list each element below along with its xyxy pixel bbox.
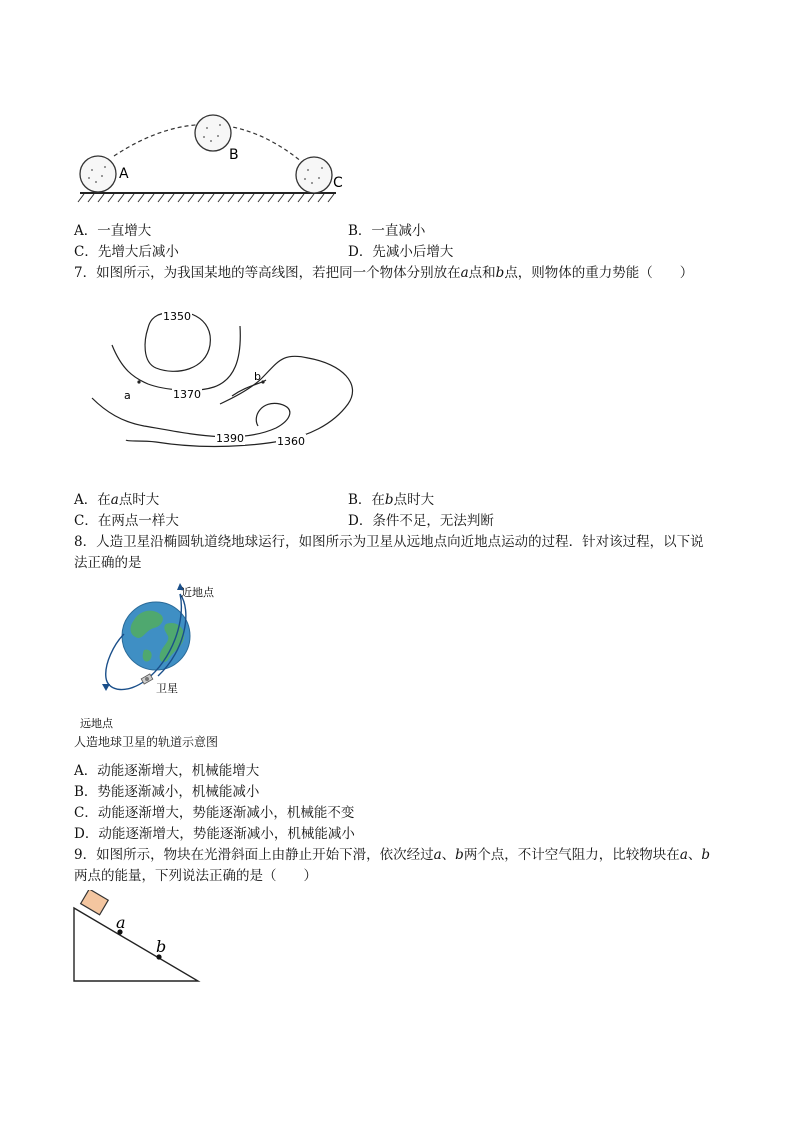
perigee-label: 近地点 [181, 586, 214, 599]
q6-option-a[interactable]: A．一直增大 [74, 223, 152, 239]
q8-option-d[interactable]: D．动能逐渐增大，势能逐渐减小，机械能减小 [74, 826, 355, 842]
q8-stem-line2: 法正确的是 [74, 555, 142, 571]
q9-stem-line1: 9．如图所示，物块在光滑斜面上由静止开始下滑，依次经过a、b两个点，不计空气阻力，比较物块在a、b [74, 847, 711, 863]
point-a-label: a [116, 913, 126, 932]
label-1360: 1360 [277, 435, 305, 448]
label-a: A [119, 166, 129, 182]
satellite-icon [141, 674, 153, 684]
contour-1370 [112, 326, 240, 390]
q8-stem-line1: 8．人造卫星沿椭圆轨道绕地球运行，如图所示为卫星从远地点向近地点运动的过程．针对该过程，以下说 [74, 534, 704, 550]
q8-option-a[interactable]: A．动能逐渐增大，机械能增大 [74, 763, 260, 779]
ball-a [80, 156, 116, 192]
ball-b [195, 115, 231, 151]
q6-option-d[interactable]: D．先减小后增大 [348, 244, 454, 260]
q8-option-b[interactable]: B．势能逐渐减小，机械能减小 [74, 784, 260, 800]
ball-trajectory-figure [74, 110, 354, 215]
q8-figure-caption: 人造地球卫星的轨道示意图 [74, 735, 219, 749]
label-c: C [333, 175, 343, 191]
ball-c [296, 157, 332, 193]
contour-1390 [92, 398, 290, 437]
q7-option-a[interactable]: A．在a点时大 [74, 492, 160, 508]
apogee-label: 远地点 [80, 717, 113, 730]
satellite-label: 卫星 [156, 682, 178, 695]
q6-option-b[interactable]: B．一直减小 [348, 223, 426, 239]
contour-map-figure [86, 300, 366, 475]
ground-hatching [78, 194, 334, 202]
point-a-dot [137, 380, 140, 383]
q7-option-c[interactable]: C．在两点一样大 [74, 513, 179, 529]
point-b-label: b [156, 937, 167, 956]
q9-stem-line2: 两点的能量，下列说法正确的是（ ） [74, 868, 317, 884]
orbit-arrow-bottom [102, 684, 110, 691]
q7-stem: 7．如图所示，为我国某地的等高线图，若把同一个物体分别放在a点和b点，则物体的重力势能（ ） [74, 265, 694, 281]
point-b-label: b [254, 370, 261, 383]
sliding-block [81, 890, 109, 915]
q7-option-b[interactable]: B．在b点时大 [348, 492, 435, 508]
q7-option-d[interactable]: D．条件不足，无法判断 [348, 513, 494, 529]
q6-option-c[interactable]: C．先增大后减小 [74, 244, 179, 260]
satellite-orbit-figure [74, 580, 274, 730]
point-a-label: a [124, 389, 131, 402]
label-b: B [229, 147, 239, 163]
q8-option-c[interactable]: C．动能逐渐增大，势能逐渐减小，机械能不变 [74, 805, 355, 821]
point-b-dot [261, 380, 264, 383]
label-1350: 1350 [163, 310, 191, 323]
incline-figure [70, 890, 210, 986]
label-1390: 1390 [216, 432, 244, 445]
label-1370: 1370 [173, 388, 201, 401]
incline-triangle [74, 908, 198, 981]
